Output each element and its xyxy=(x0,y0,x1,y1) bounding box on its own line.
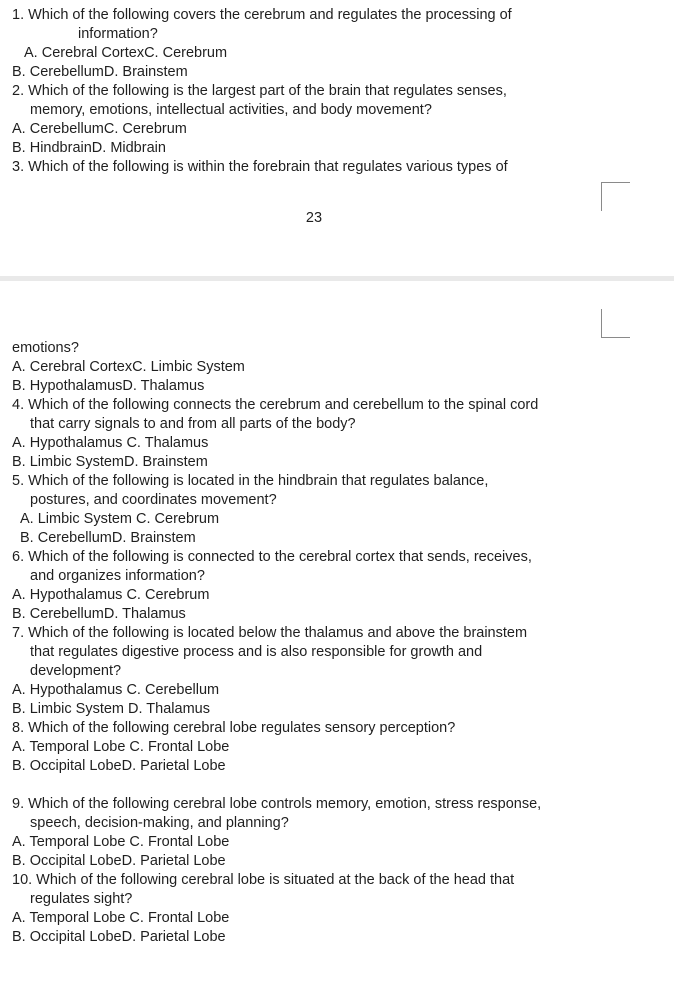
question-8-options-a: A. Temporal Lobe C. Frontal Lobe xyxy=(12,739,230,755)
page-number: 23 xyxy=(305,210,323,226)
question-5-continuation: postures, and coordinates movement? xyxy=(30,492,277,508)
question-9-text: 9. Which of the following cerebral lobe controls memory, emotion, stress response, xyxy=(12,796,542,812)
question-1-options-b: B. CerebellumD. Brainstem xyxy=(12,64,188,80)
question-6-text: 6. Which of the following is connected to the cerebral cortex that sends, receives, xyxy=(12,549,532,565)
question-4-options-a: A. Hypothalamus C. Thalamus xyxy=(12,435,209,451)
question-7-text: 7. Which of the following is located below the thalamus and above the brainstem xyxy=(12,625,528,641)
question-9-options-a: A. Temporal Lobe C. Frontal Lobe xyxy=(12,834,230,850)
document-page-1 xyxy=(0,0,674,276)
document-page-2 xyxy=(0,281,674,997)
question-7-options-a: A. Hypothalamus C. Cerebellum xyxy=(12,682,220,698)
question-10-continuation: regulates sight? xyxy=(30,891,133,907)
question-8-text: 8. Which of the following cerebral lobe regulates sensory perception? xyxy=(12,720,456,736)
question-9-options-b: B. Occipital LobeD. Parietal Lobe xyxy=(12,853,226,869)
question-7-continuation: that regulates digestive process and is also responsible for growth and xyxy=(30,644,483,660)
question-9-continuation: speech, decision-making, and planning? xyxy=(30,815,289,831)
question-10-options-b: B. Occipital LobeD. Parietal Lobe xyxy=(12,929,226,945)
question-2-options-a: A. CerebellumC. Cerebrum xyxy=(12,121,187,137)
question-5-text: 5. Which of the following is located in the hindbrain that regulates balance, xyxy=(12,473,489,489)
question-6-options-a: A. Hypothalamus C. Cerebrum xyxy=(12,587,210,603)
question-4-options-b: B. Limbic SystemD. Brainstem xyxy=(12,454,208,470)
crop-mark-icon xyxy=(601,182,630,211)
question-10-options-a: A. Temporal Lobe C. Frontal Lobe xyxy=(12,910,230,926)
question-10-text: 10. Which of the following cerebral lobe is situated at the back of the head that xyxy=(12,872,515,888)
crop-mark-icon xyxy=(601,309,630,338)
question-3-text: 3. Which of the following is within the forebrain that regulates various types of xyxy=(12,159,508,175)
question-3-options-b: B. HypothalamusD. Thalamus xyxy=(12,378,205,394)
question-1-continuation: information? xyxy=(78,26,158,42)
question-7-continuation: development? xyxy=(30,663,122,679)
question-7-options-b: B. Limbic System D. Thalamus xyxy=(12,701,210,717)
question-2-continuation: memory, emotions, intellectual activities, and body movement? xyxy=(30,102,432,118)
question-2-options-b: B. HindbrainD. Midbrain xyxy=(12,140,166,156)
question-4-continuation: that carry signals to and from all parts of the body? xyxy=(30,416,356,432)
question-1-text: 1. Which of the following covers the cerebrum and regulates the processing of xyxy=(12,7,512,23)
question-3-continuation: emotions? xyxy=(12,340,79,356)
question-1-options-a: A. Cerebral CortexC. Cerebrum xyxy=(24,45,228,61)
question-6-continuation: and organizes information? xyxy=(30,568,205,584)
question-6-options-b: B. CerebellumD. Thalamus xyxy=(12,606,186,622)
question-8-options-b: B. Occipital LobeD. Parietal Lobe xyxy=(12,758,226,774)
question-3-options-a: A. Cerebral CortexC. Limbic System xyxy=(12,359,245,375)
question-2-text: 2. Which of the following is the largest part of the brain that regulates senses, xyxy=(12,83,507,99)
question-5-options-b: B. CerebellumD. Brainstem xyxy=(20,530,196,546)
question-4-text: 4. Which of the following connects the cerebrum and cerebellum to the spinal cord xyxy=(12,397,539,413)
question-5-options-a: A. Limbic System C. Cerebrum xyxy=(20,511,220,527)
